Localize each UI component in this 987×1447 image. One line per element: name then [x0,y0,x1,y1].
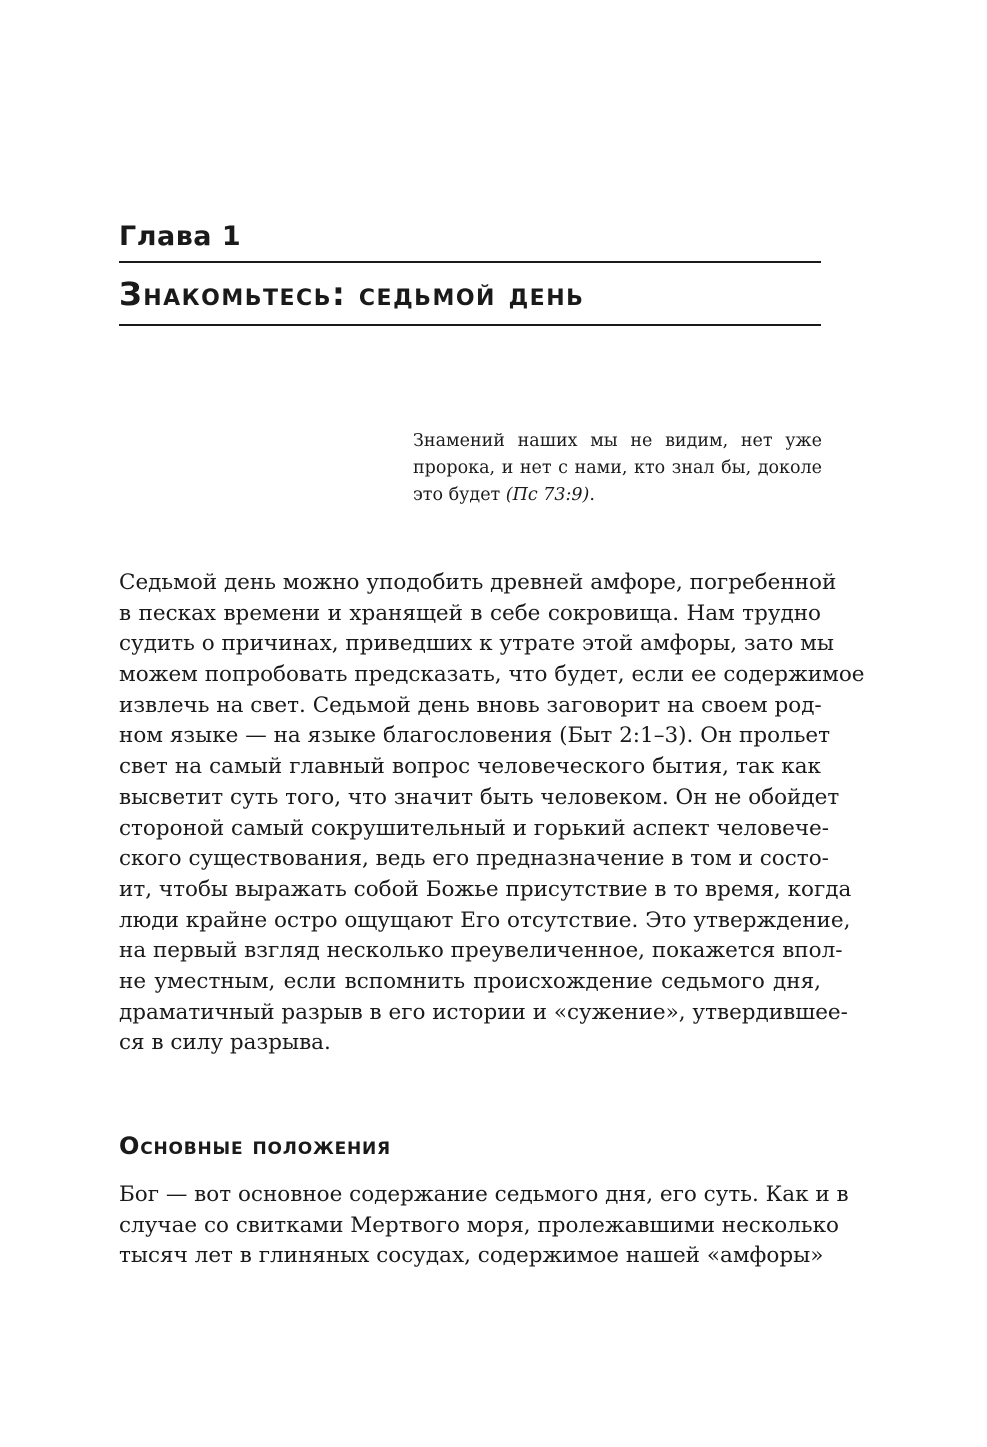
chapter-title: Знакомьтесь: седьмой день [119,275,585,313]
section-heading: Основные положения [119,1132,391,1160]
epigraph-reference: (Пс 73:9) [505,485,590,505]
text-line: на первый взгляд несколько преувеличенное, покажется впол- [119,938,843,964]
epigraph [413,428,822,509]
paragraph-main-points [119,1180,849,1272]
text-line: ном языке — на языке благословения (Быт 2:1–3). Он прольет [119,723,831,749]
text-line: можем попробовать предсказать, что будет, если ее содержимое [119,662,865,688]
text-line: ся в силу разрыва. [119,1030,331,1056]
text-line: люди крайне остро ощущают Его отсутствие. Это утверждение, [119,907,851,933]
chapter-label: Глава 1 [119,221,242,252]
text-line: Бог — вот основное содержание седьмого дня, его суть. Как и в [119,1182,849,1207]
text-line: извлечь на свет. Седьмой день вновь заговорит на своем род- [119,692,822,718]
text-line: случае со свитками Мертвого моря, пролежавшими несколько [119,1212,839,1238]
paragraph-intro [119,568,865,1059]
text-line: драматичный разрыв в его истории и «сужение», утвердившее- [119,999,848,1025]
chapter-top-rule [119,261,821,263]
text-line: не уместным, если вспомнить происхождение седьмого дня, [119,968,821,994]
text-line: стороной самый сокрушительный и горький аспект человече- [119,815,830,841]
text-line: свет на самый главный вопрос человеческого бытия, так как [119,754,821,780]
epigraph-text: Знамений наших мы не видим, нет уже пророка, и нет с нами, кто знал бы, доколе это будет [413,431,822,505]
text-line: ит, чтобы выражать собой Божье присутствие в то время, когда [119,876,852,902]
text-line: судить о причинах, приведших к утрате этой амфоры, зато мы [119,631,834,657]
chapter-bottom-rule [119,324,821,326]
text-line: ского существования, ведь его предназначение в том и состо- [119,846,829,872]
text-line: тысяч лет в глиняных сосудах, содержимое нашей «амфоры» [119,1243,824,1269]
text-line: высветит суть того, что значит быть человеком. Он не обойдет [119,784,840,810]
epigraph-trailing: . [589,485,595,505]
text-line: в песках времени и хранящей в себе сокровища. Нам трудно [119,600,821,626]
text-line: Седьмой день можно уподобить древней амфоре, погребенной [119,570,837,595]
